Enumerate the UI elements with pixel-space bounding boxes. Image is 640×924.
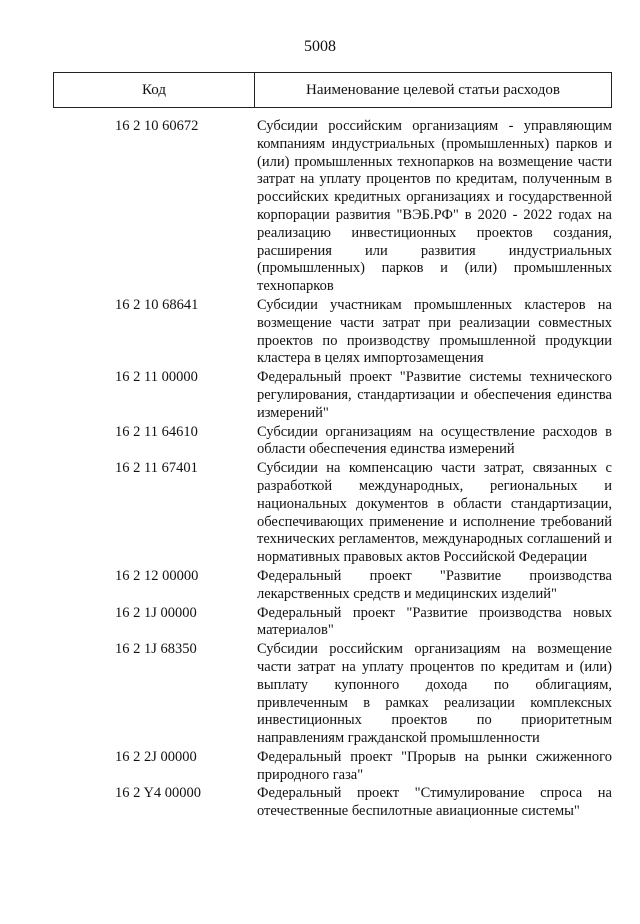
page-number: 5008	[304, 38, 336, 55]
row-name: Субсидии на компенсацию части затрат, связанных с разработкой международных, региональных и национальных документов в области стандартизации, обеспечивающих применение и исполнение требований технических регламентов, международных соглашений и нормативных правовых актов Российской Федерации	[257, 460, 612, 566]
table-row	[53, 568, 612, 604]
column-header-name: Наименование целевой статьи расходов	[306, 81, 560, 98]
row-code: 16 2 11 00000	[115, 369, 198, 386]
table-row	[53, 118, 612, 296]
row-name: Федеральный проект "Стимулирование спроса на отечественные беспилотные авиационные системы"	[257, 785, 612, 820]
table-body	[53, 118, 612, 822]
table-row	[53, 369, 612, 422]
row-code: 16 2 10 60672	[115, 118, 199, 134]
row-name: Федеральный проект "Прорыв на рынки сжиженного природного газа"	[257, 748, 612, 783]
table-row	[53, 605, 612, 641]
row-name: Федеральный проект "Развитие производства новых материалов"	[257, 604, 612, 639]
row-code: 16 2 2J 00000	[115, 748, 197, 765]
row-code: 16 2 10 68641	[115, 296, 199, 313]
table-row	[53, 424, 612, 460]
row-code: 16 2 12 00000	[115, 567, 199, 584]
row-name: Субсидии участникам промышленных кластеров на возмещение части затрат при реализации совместных проектов по производству промышленной продукции кластера в целях импортозамещения	[257, 296, 612, 367]
row-code: 16 2 Y4 00000	[115, 785, 202, 802]
row-name: Федеральный проект "Развитие системы технического регулирования, стандартизации и обеспечения единства измерений"	[257, 369, 612, 421]
row-name: Субсидии российским организациям - управляющим компаниям индустриальных (промышленных) парков и (или) промышленных технопарков на возмещение части затрат на уплату процентов по кредитам, полученным в российских кредитных организациях и государственной корпорации развития "ВЭБ.РФ" в 2020 - 2022 годах на реализацию инвестиционных проектов создания, расширения или развития индустриальных (промышленных) парков и (или) промышленных технопарков	[257, 118, 612, 295]
row-code: 16 2 1J 68350	[115, 641, 197, 658]
table-header	[53, 72, 612, 108]
row-code: 16 2 11 64610	[115, 423, 198, 440]
row-code: 16 2 1J 00000	[115, 604, 197, 621]
row-name: Субсидии организациям на осуществление расходов в области обеспечения единства измерений	[257, 423, 612, 458]
table-row	[53, 460, 612, 567]
table-row	[53, 641, 612, 748]
row-name: Субсидии российским организациям на возмещение части затрат на уплату процентов по кредитам и (или) выплату купонного дохода по облигациям, привлеченным в рамках реализации комплексных инвестиционных проектов по приоритетным направлениям гражданской промышленности	[257, 641, 612, 747]
table-row	[53, 785, 612, 821]
row-name: Федеральный проект "Развитие производства лекарственных средств и медицинских изделий"	[257, 567, 612, 602]
table-row	[53, 749, 612, 785]
table-row	[53, 297, 612, 368]
column-header-code: Код	[54, 73, 255, 107]
row-code: 16 2 11 67401	[115, 460, 198, 477]
